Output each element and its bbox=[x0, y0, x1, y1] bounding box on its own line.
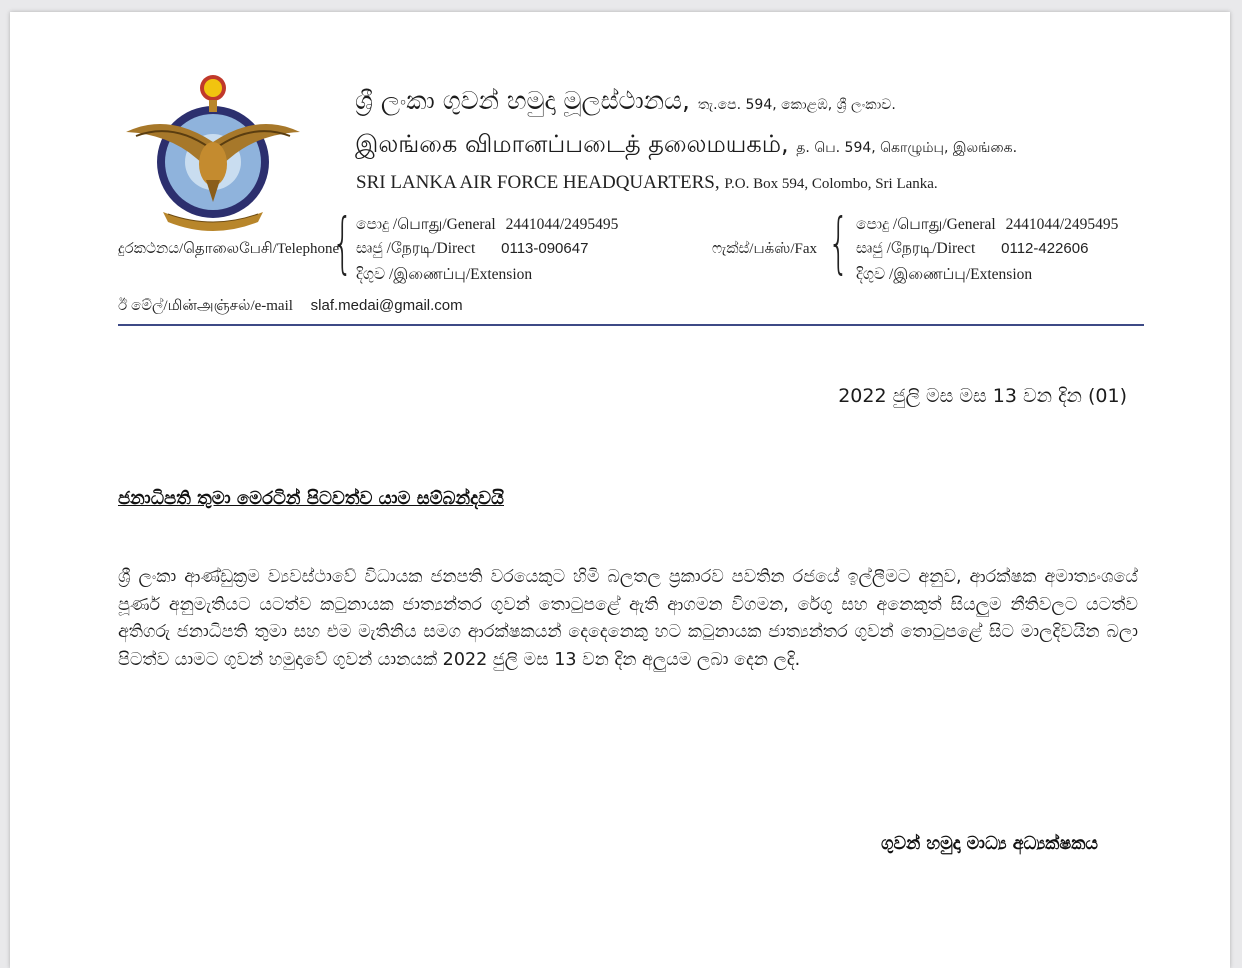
telephone-direct-label: සෘජු /நேரடி/Direct bbox=[356, 240, 476, 257]
hq-name-english: SRI LANKA AIR FORCE HEADQUARTERS, bbox=[356, 172, 720, 193]
fax-general-label: පොදු /பொது/General bbox=[856, 216, 996, 233]
fax-label: ෆැක්ස්/பக்ஸ்/Fax bbox=[712, 241, 818, 257]
telephone-extension-label: දිගුව /இணைப்பு/Extension bbox=[356, 266, 533, 283]
letterhead-sinhala bbox=[355, 86, 896, 116]
hq-address-tamil: த. பெ. 594, கொழும்பு, இலங்கை. bbox=[796, 140, 1018, 156]
letter-page bbox=[10, 12, 1230, 968]
fax-brace: { bbox=[828, 204, 849, 281]
fax-direct-value: 0112-422606 bbox=[1001, 240, 1089, 257]
email-label: ඊ මේල්/மின்அஞ்சல்/e-mail bbox=[118, 298, 293, 314]
telephone-direct bbox=[356, 240, 588, 259]
telephone-direct-value: 0113-090647 bbox=[501, 240, 589, 257]
letter-body-paragraph: ශ්‍රී ලංකා ආණ්ඩුක්‍රම ව්‍යවස්ථාවේ විධායක ජනපති වරයෙකුට හිමි බලතල ප්‍රකාරව පවතින රජයේ ඉල්ලීමට අනුව, ආරක්ෂක අමාත්‍යංශයේ පූර්ණ අනුමැතියට යටත්ව කටුනායක ජාත්‍යන්තර ගුවන් තොටුපළේ ඇති ආගමන විගමන, රේගු සහ අනෙකුත් සියලුම නීතිවලට යටත්ව අතිගරු ජනාධිපති තුමා සහ එම මැතිනිය සමග ආරක්ෂකයන් දෙදෙනෙකු හට කටුනායක ජාත්‍යන්තර ගුවන් තොටුපළේ සිට මාලදිවයින බලා පිටත්ව යාමට ගුවන් හමුදාවේ ගුවන් යානයක් 2022 ජුලි මස 13 වන දින අලුයම ලබා දෙන ලදි. bbox=[118, 567, 1138, 670]
header-divider bbox=[118, 324, 1144, 326]
email-address-link[interactable]: slaf.medai@gmail.com bbox=[310, 297, 463, 314]
telephone-general bbox=[356, 216, 618, 235]
fax-general-value: 2441044/2495495 bbox=[1005, 216, 1119, 233]
letterhead-english bbox=[356, 172, 938, 194]
letter-subject: ජනාධිපති තුමා මෙරටින් පිටවත්ව යාම සම්බන්දවයි bbox=[118, 488, 504, 509]
telephone-brace: { bbox=[332, 204, 353, 281]
air-force-crest-logo bbox=[118, 62, 308, 234]
hq-name-sinhala: ශ්‍රී ලංකා ගුවන් හමුදා මූලස්ථානය, bbox=[355, 86, 690, 115]
letter-date: 2022 ජුලි මස මස 13 වන දින (01) bbox=[838, 385, 1127, 407]
letter-signature: ගුවන් හමුදා මාධ්‍ය අධ්‍යක්ෂකය bbox=[880, 834, 1098, 854]
telephone-general-label: පොදු /பொது/General bbox=[356, 216, 496, 233]
letterhead-tamil bbox=[355, 130, 1017, 161]
telephone-label: දුරකථනය/தொலைபேசி/Telephone bbox=[118, 241, 340, 257]
hq-name-tamil: இலங்கை விமானப்படைத் தலைமயகம், bbox=[355, 130, 789, 158]
email-row bbox=[118, 297, 463, 316]
fax-direct bbox=[856, 240, 1088, 259]
fax-extension-label: දිගුව /இணைப்பு/Extension bbox=[856, 266, 1033, 283]
fax-general bbox=[856, 216, 1118, 235]
fax-direct-label: සෘජු /நேரடி/Direct bbox=[856, 240, 976, 257]
hq-address-english: P.O. Box 594, Colombo, Sri Lanka. bbox=[724, 176, 938, 192]
hq-address-sinhala: තැ.පෙ. 594, කොළඹ, ශ්‍රී ලංකාව. bbox=[697, 97, 896, 113]
telephone-general-value: 2441044/2495495 bbox=[505, 216, 619, 233]
